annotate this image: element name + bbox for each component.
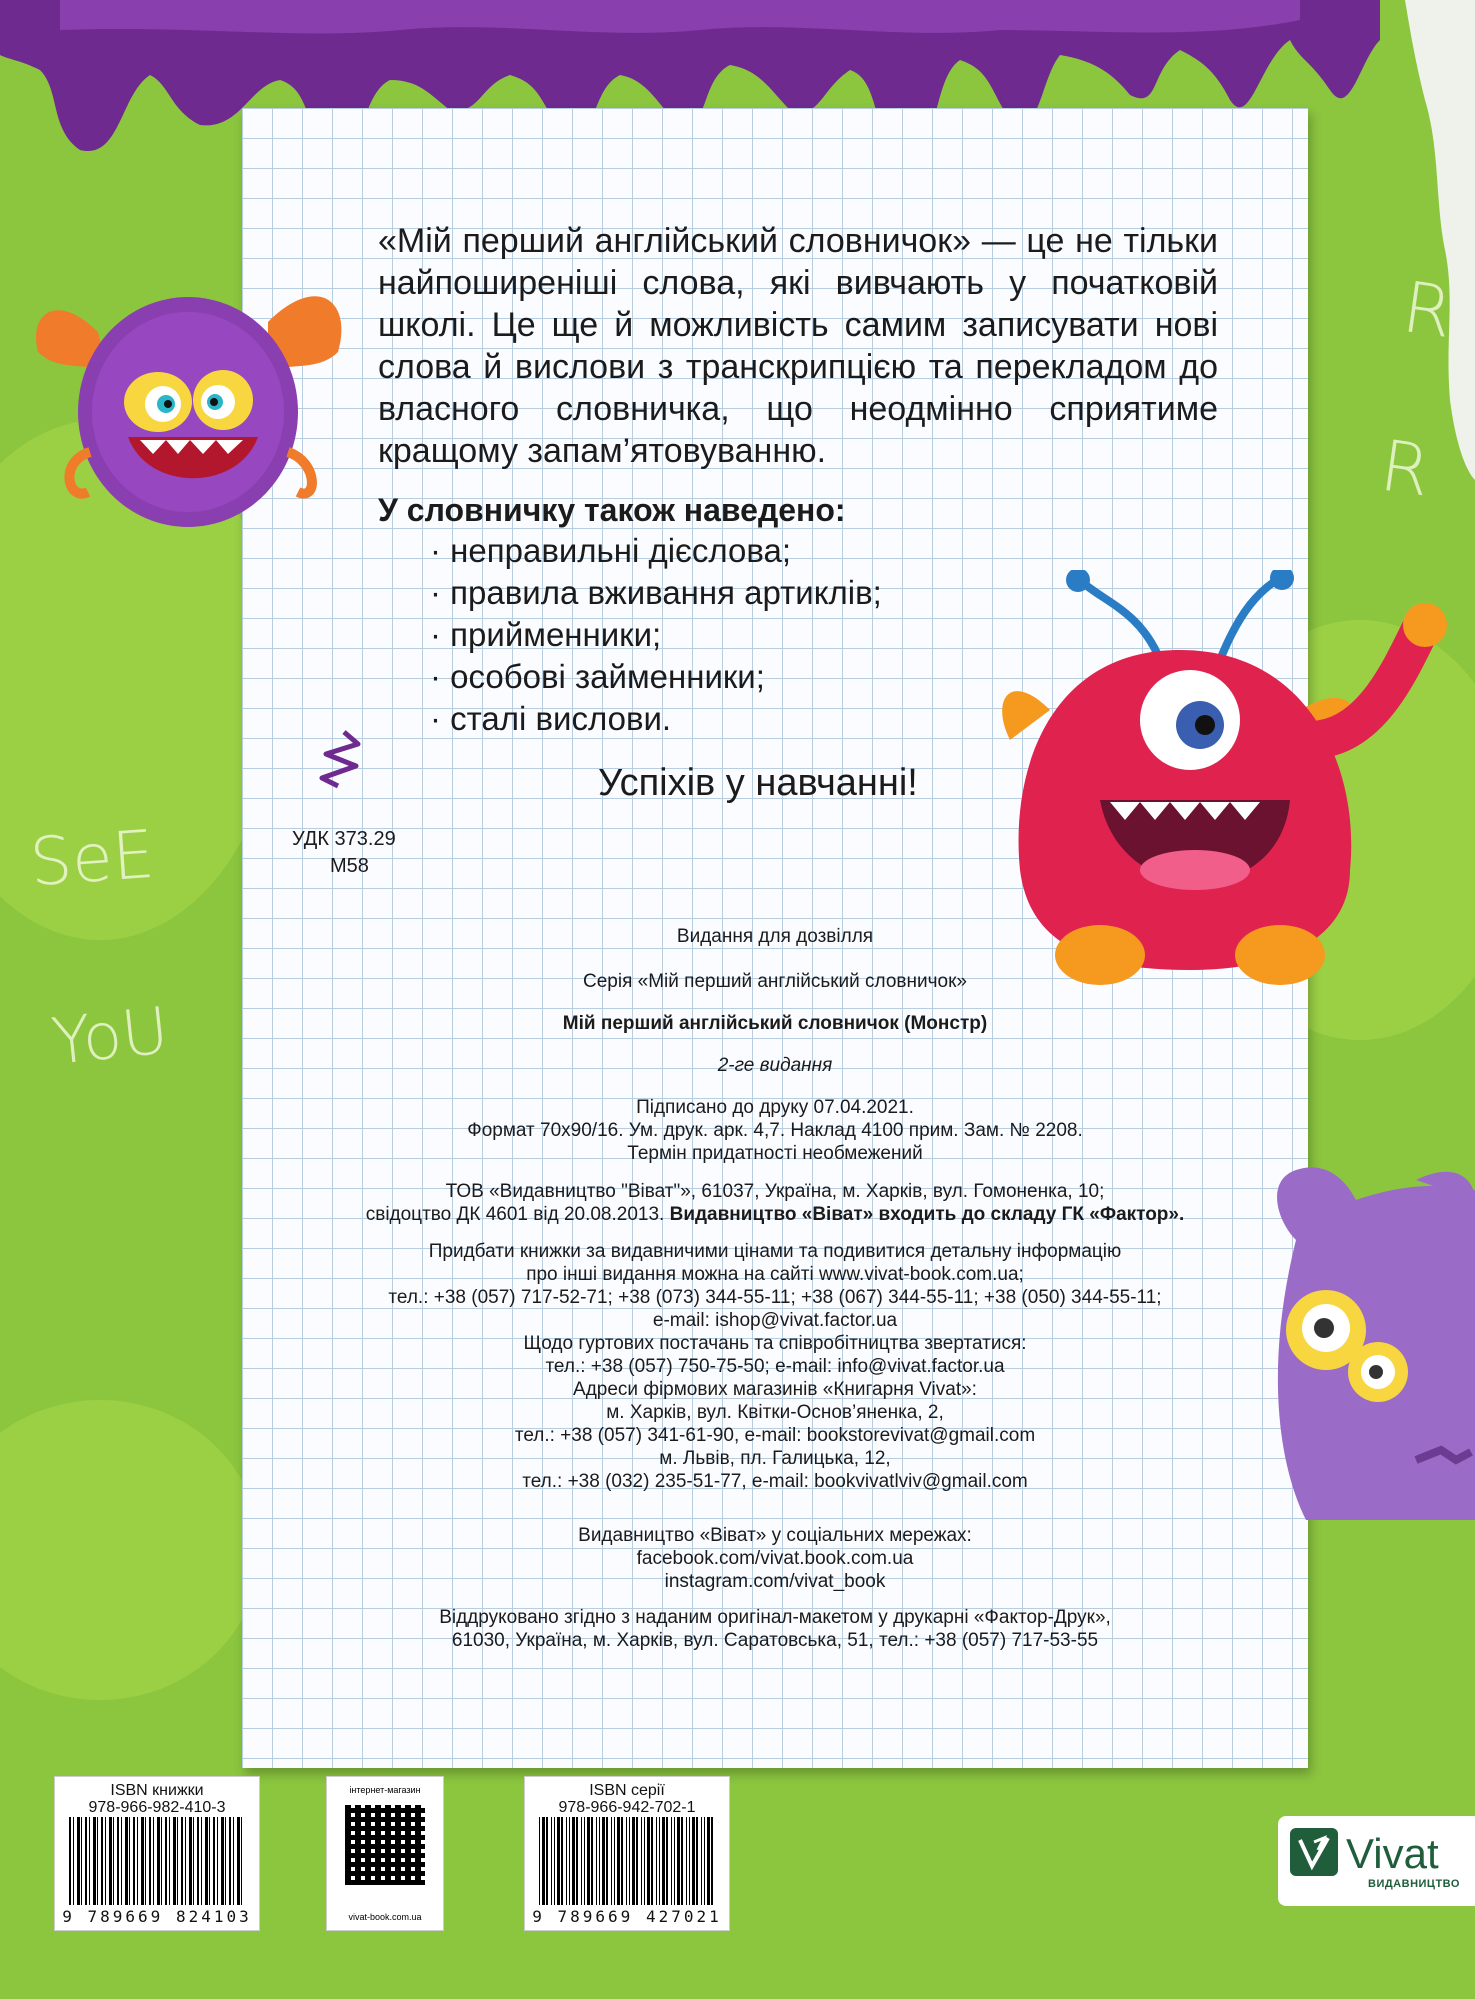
isbn-book-barcode [54,1776,260,1931]
udk-sign: М58 [330,855,369,877]
imprint-publisher: ТОВ «Видавництво "Віват"», 61037, Україна, м. Харків, вул. Гомоненка, 10; свідоцтво ДК 4601 від 20.08.2013. Видавництво «Віват» входить до складу ГК «Фактор». [365,1181,1185,1225]
doodle-see: SeE [27,815,157,902]
qr-pattern [345,1805,425,1885]
qr-top-label: інтернет-магазин [349,1785,421,1795]
vivat-logo [1278,1816,1475,1906]
purple-corner-monster [1266,1160,1475,1520]
isbn-series-barcode [524,1776,730,1931]
list-item: · правила вживання артиклів; [430,572,882,614]
purple-fuzzy-monster [18,262,358,552]
barcode-bars [539,1817,715,1905]
imprint-title: Мій перший англійський словничок (Монстр) [562,1013,988,1034]
doodle-rr: R R [1375,266,1458,513]
imprint-edition: 2-ге видання [717,1055,833,1076]
imprint-printer: Віддруковано згідно з наданим оригінал-макетом у друкарні «Фактор-Друк», 61030, Україна, м. Харків, вул. Саратовська, 51, тел.: +38 (057) 717-53-55 [439,1607,1111,1651]
zigzag-doodle [316,730,366,790]
contents-title: У словничку також наведено: [378,492,846,528]
isbn-book-barcode-digits: 9 789669 824103 [62,1907,252,1926]
vivat-logo-name: Vivat [1346,1830,1439,1877]
udk-code: УДК 373.29 [292,828,396,850]
red-one-eyed-monster [950,570,1470,1000]
list-item: · прийменники; [430,614,882,656]
qr-code[interactable] [326,1776,444,1931]
isbn-series-number: 978-966-942-702-1 [558,1799,696,1816]
intro-text: «Мій перший англійський словничок» — це не тільки найпоширеніші слова, які вивчають у початковій школі. Це ще й можливість самим записувати нові слова й вислови з транскрипцією та перекладом до власного словничка, що неодмінно сприятиме кращому запам’ятовуванню. [378,222,1218,470]
imprint-purpose: Видання для дозвілля [676,926,874,947]
imprint-print-info: Підписано до друку 07.04.2021. Формат 70х90/16. Ум. друк. арк. 4,7. Наклад 4100 прим. Зам. № 2208. Термін придатності необмежений [467,1097,1083,1164]
vivat-logo-icon [1290,1828,1338,1876]
list-item: · неправильні дієслова; [430,530,882,572]
barcode-bars [69,1817,245,1905]
qr-bottom-label: vivat-book.com.ua [348,1912,422,1922]
contents-list [430,530,882,740]
imprint-social: Видавництво «Віват» у соціальних мережах: facebook.com/vivat.book.com.ua instagram.com/vivat_book [578,1525,972,1592]
isbn-series-barcode-digits: 9 789669 427021 [532,1907,722,1926]
udk-block [292,826,396,880]
wish-text: Успіхів у навчанні! [598,762,918,804]
isbn-book-number: 978-966-982-410-3 [88,1799,226,1816]
vivat-logo-sub: ВИДАВНИЦТВО [1368,1878,1460,1890]
doodle-you: YoU [48,994,173,1080]
imprint-series: Серія «Мій перший англійський словничок» [583,971,967,992]
list-item: · сталі вислови. [430,698,882,740]
list-item: · особові займенники; [430,656,882,698]
imprint-contacts: Придбати книжки за видавничими цінами та подивитися детальну інформацію про інші видання можна на сайті www.vivat-book.com.ua; тел.: +38 (057) 717-52-71; +38 (073) 344-55-11; +38 (067) 344-55-11; +38 (050) 344-55-11; e-mail: ishop@vivat.factor.ua Щодо гуртових постачань та співробітництва звертатися: тел.: +38 (057) 750-75-50; e-mail: info@vivat.factor.ua Адреси фірмових магазинів «Книгарня Vivat»: м. Харків, вул. Квітки-Основ’яненка, 2, тел.: +38 (057) 341-61-90, e-mail: bookstorevivat@gmail.com м. Львів, пл. Галицька, 12, тел.: +38 (032) 235-51-77, e-mail: bookvivatlviv@gmail.com [388,1241,1162,1492]
isbn-book-label: ISBN книжки [110,1782,204,1799]
isbn-series-label: ISBN серії [589,1782,665,1799]
